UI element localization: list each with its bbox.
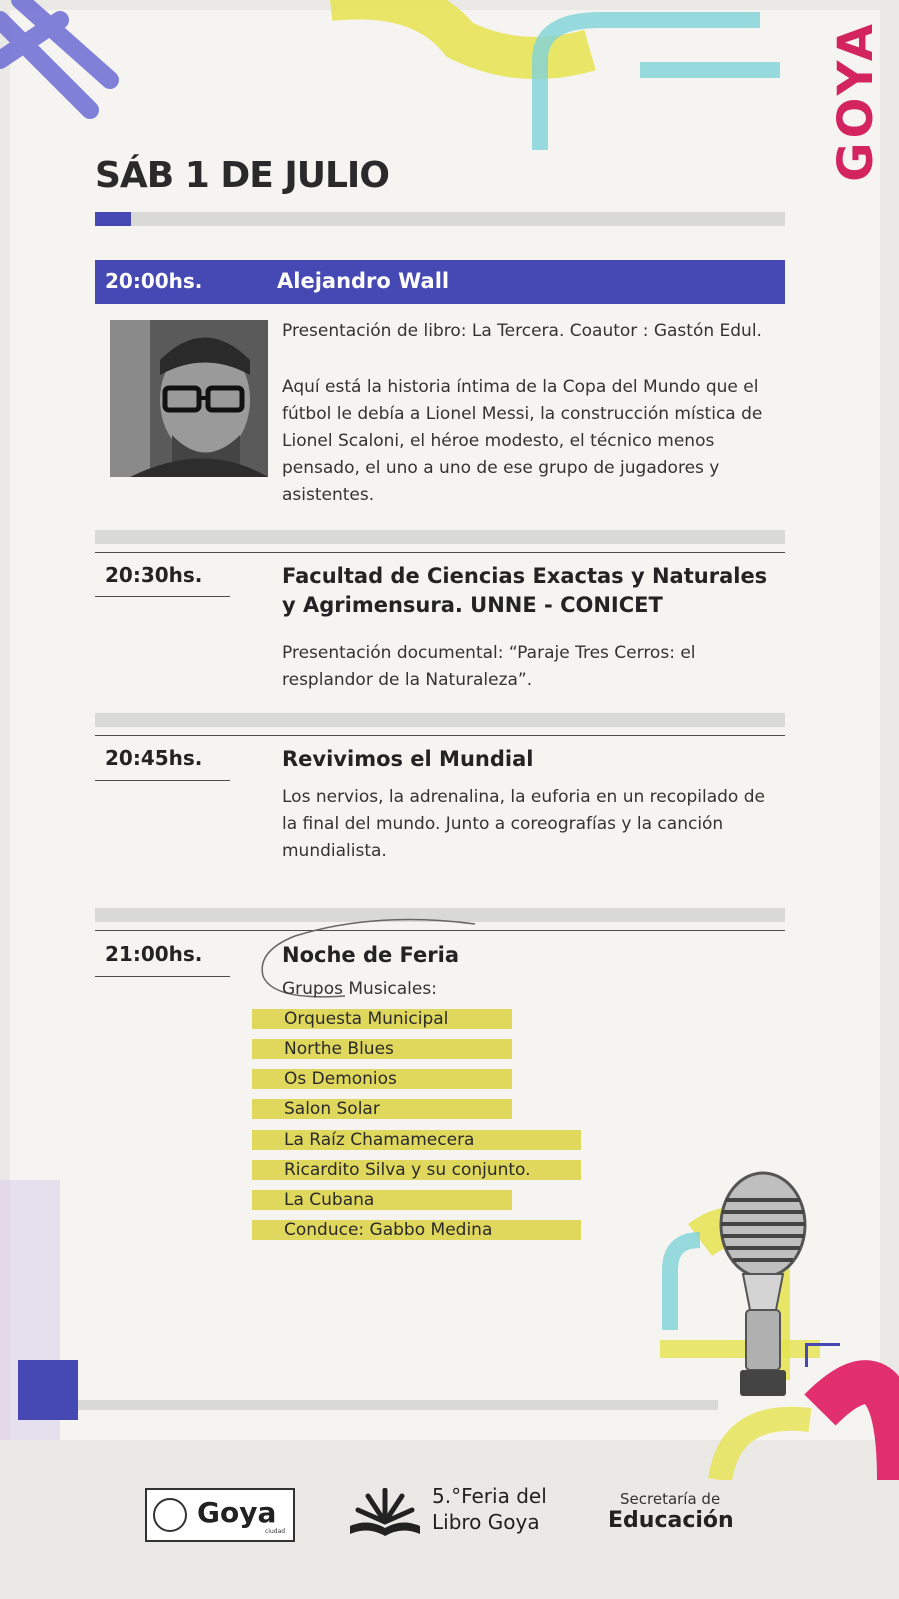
band-item: Orquesta Municipal [252, 1009, 512, 1029]
book-fair-icon [350, 1488, 420, 1540]
divider-bar [78, 1400, 718, 1410]
goya-city-logo [145, 1488, 295, 1542]
event-description: Los nervios, la adrenalina, la euforia en un recopilado de la final del mundo. Junto a coreografías y la canción mundialista. [282, 787, 765, 861]
event-description: Presentación de libro: La Tercera. Coautor : Gastón Edul. [282, 321, 762, 341]
event-description: Aquí está la historia íntima de la Copa del Mundo que el fútbol le debía a Lionel Messi, la construcción mística de Lionel Scaloni, el héroe modesto, el técnico menos pensado, el uno a uno de ese grupo de jugadores y asistentes. [282, 377, 763, 505]
side-brand: GOYA [828, 20, 884, 182]
divider-line [95, 735, 785, 736]
divider-bar [131, 212, 785, 226]
event-title: Revivimos el Mundial [282, 747, 534, 771]
event-header-band [95, 260, 785, 304]
event-subtitle: Grupos Musicales: [282, 979, 437, 999]
divider-bar [95, 713, 785, 727]
divider-line [95, 552, 785, 553]
event-title: Noche de Feria [282, 943, 460, 967]
divider-line [95, 976, 230, 977]
corner-accent [18, 1360, 78, 1420]
band-item: Ricardito Silva y su conjunto. [252, 1160, 581, 1180]
goya-logo-subtext: ciudad [265, 1528, 286, 1535]
band-item: Conduce: Gabbo Medina [252, 1220, 581, 1240]
book-fair-title-line1: 5.°Feria del [432, 1484, 547, 1508]
secretary-name: Educación [608, 1508, 734, 1533]
decorative-top-shapes [0, 0, 899, 170]
band-item: La Cubana [252, 1190, 512, 1210]
event-title: Facultad de Ciencias Exactas y Naturales y Agrimensura. UNNE - CONICET [282, 564, 768, 617]
divider-line [95, 596, 230, 597]
book-fair-title-line2: Libro Goya [432, 1510, 540, 1534]
divider-bar [95, 530, 785, 544]
page-title: SÁB 1 DE JULIO [95, 155, 389, 196]
title-accent [95, 212, 131, 226]
goya-emblem-icon [153, 1498, 187, 1532]
secretary-label: Secretaría de [620, 1490, 721, 1508]
divider-line [95, 780, 230, 781]
goya-logo-text: Goya [197, 1496, 277, 1529]
band-item: La Raíz Chamamecera [252, 1130, 581, 1150]
portrait-icon [110, 320, 268, 477]
band-item: Northe Blues [252, 1039, 512, 1059]
event-time: 20:45hs. [105, 746, 203, 770]
microphone-icon [708, 1170, 818, 1400]
band-item: Salon Solar [252, 1099, 512, 1119]
band-item: Os Demonios [252, 1069, 512, 1089]
event-time: 20:00hs. [105, 269, 203, 293]
event-description: Presentación documental: “Paraje Tres Cerros: el resplandor de la Naturaleza”. [282, 643, 696, 690]
event-title: Alejandro Wall [277, 269, 450, 293]
event-time: 20:30hs. [105, 563, 203, 587]
author-photo [110, 320, 268, 477]
event-time: 21:00hs. [105, 942, 203, 966]
